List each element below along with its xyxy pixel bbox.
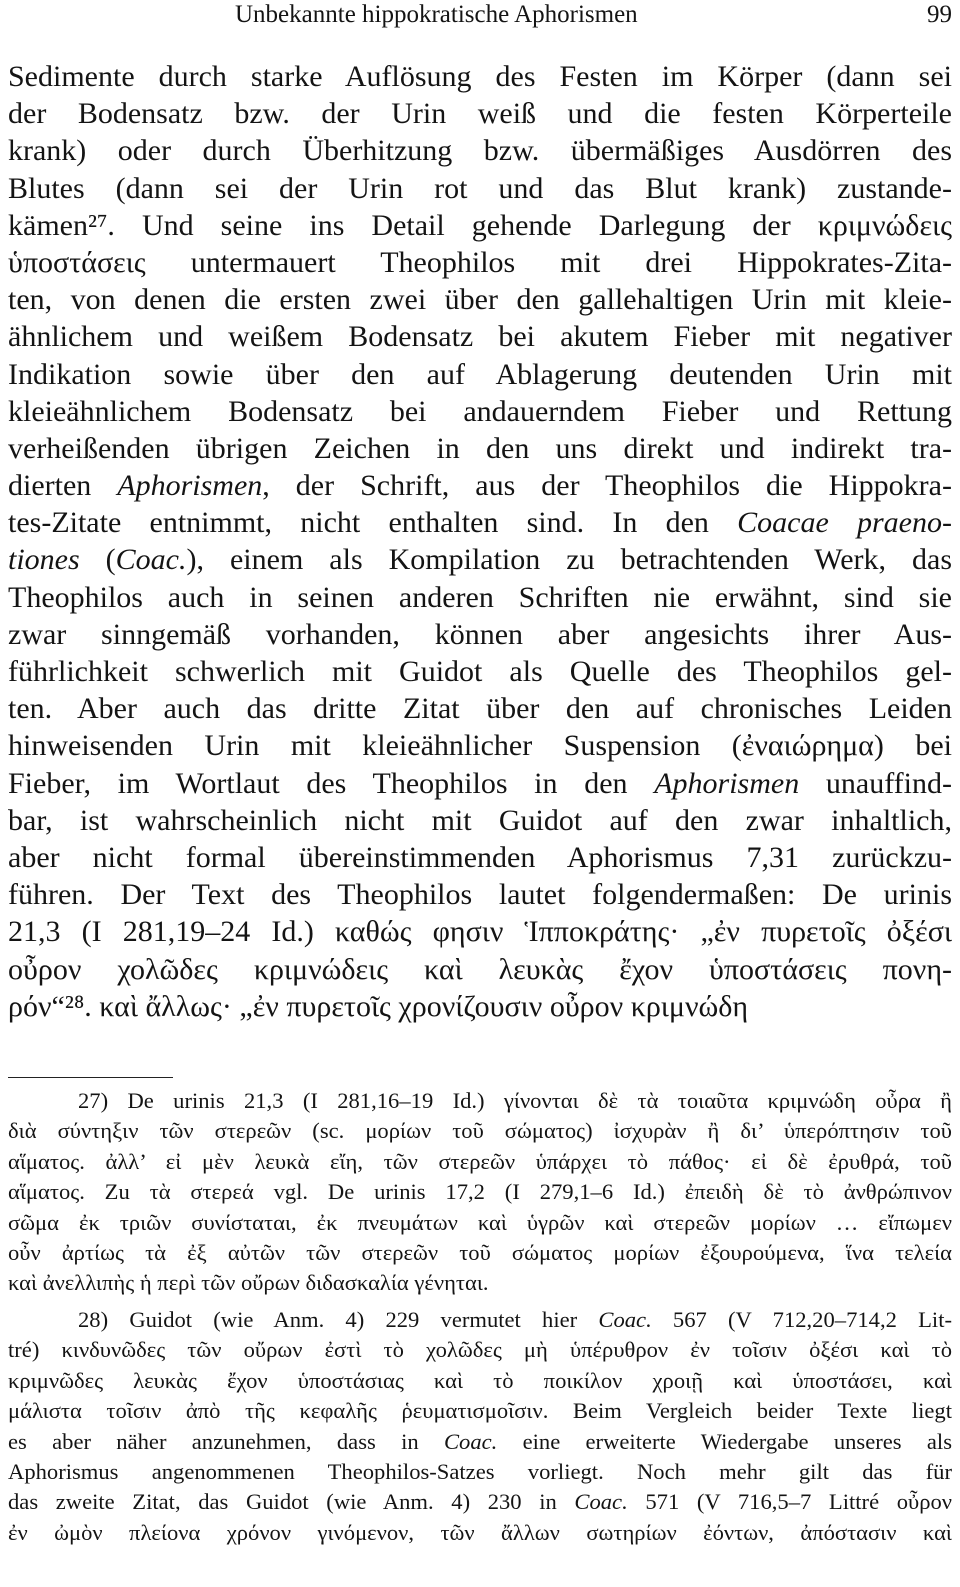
text-line: der Bodensatz bzw. der Urin weiß und die festen Körperteile bbox=[8, 97, 952, 131]
text-line: krank) oder durch Überhitzung bzw. übermäßiges Ausdörren des bbox=[8, 134, 952, 168]
footnote-line: 27) De urinis 21,3 (I 281,16–19 Id.) γίνονται δὲ τὰ τοιαῦτα κριμνώδη οὖρα ἢ bbox=[78, 1088, 952, 1113]
text-line: dierten Aphorismen, der Schrift, aus der Theophilos die Hippokra- bbox=[8, 469, 952, 503]
text-line: Theophilos auch in seinen anderen Schriften nie erwähnt, sind sie bbox=[8, 580, 952, 614]
text-line: Sedimente durch starke Auflösung des Festen im Körper (dann sei bbox=[8, 60, 952, 93]
text-line: Indikation sowie über den auf Ablagerung deutenden Urin mit bbox=[8, 357, 952, 391]
text-line: tes-Zitate entnimmt, nicht enthalten sind. In den Coacae praeno- bbox=[8, 506, 952, 540]
text-line: bar, ist wahrscheinlich nicht mit Guidot auf den zwar inhaltlich, bbox=[8, 803, 952, 837]
text-line: οὖρον χολῶδες κριμνώδεις καὶ λευκὰς ἔχον ὑποστάσεις πονη- bbox=[8, 952, 952, 986]
footnote-line: οὖν ἀρτίως τὰ ἐξ αὐτῶν τῶν στερεῶν τοῦ σώματος μορίων ἐξουρούμενα, ἵνα τελεία bbox=[8, 1239, 952, 1265]
text-line: ρόν“²⁸. καὶ ἄλλως· „ἐν πυρετοῖς χρονίζουσιν οὖρον κριμνώδη bbox=[8, 989, 749, 1023]
footnote-line: καὶ ἀνελλιπὴς ἡ περὶ τῶν οὔρων διδασκαλία γένηται. bbox=[8, 1270, 489, 1296]
footnote-line: αἵματος. Zu τὰ στερεά vgl. De urinis 17,2 (I 279,1–6 Id.) ἐπειδὴ δὲ τὸ ἀνθρώπινον bbox=[8, 1179, 952, 1205]
running-title: Unbekannte hippokratische Aphorismen bbox=[235, 1, 638, 28]
text-line: kleieähnlichem Bodensatz bei andauerndem Fieber und Rettung bbox=[8, 394, 952, 428]
footnote-line: ἐν ὠμὸν πλείονα χρόνον γινόμενον, τῶν ἄλλων σωτηρίων ἐόντων, ἀπόστασιν καὶ bbox=[8, 1519, 952, 1545]
text-line: führen. Der Text des Theophilos lautet folgendermaßen: De urinis bbox=[8, 878, 952, 912]
text-line: zwar sinngemäß vorhanden, können aber angesichts ihrer Aus- bbox=[8, 617, 952, 651]
page-number: 99 bbox=[927, 1, 952, 28]
main-text bbox=[8, 58, 952, 1025]
text-line: 21,3 (I 281,19–24 Id.) καθώς φησιν Ἱπποκράτης· „ἐν πυρετοῖς ὀξέσι bbox=[8, 915, 952, 949]
text-line: Blutes (dann sei der Urin rot und das Blut krank) zustande- bbox=[8, 171, 952, 205]
footnote-line: es aber näher anzunehmen, dass in Coac. eine erweiterte Wiedergabe unseres als bbox=[8, 1428, 952, 1454]
footnote-27 bbox=[8, 1086, 952, 1299]
footnote-line: μάλιστα τοῖσιν ἀπὸ τῆς κεφαλῆς ῥευματισμοῖσιν. Beim Vergleich beider Texte liegt bbox=[8, 1398, 952, 1424]
text-line: ὑποστάσεις untermauert Theophilos mit drei Hippokrates-Zita- bbox=[8, 245, 952, 279]
footnote-28 bbox=[8, 1305, 952, 1548]
footnote-line: κριμνῶδες λευκὰς ἔχον ὑποστάσιας καὶ τὸ ποικίλον χροιῇ καὶ ὑποστάσει, καὶ bbox=[8, 1367, 952, 1393]
text-line: verheißenden übrigen Zeichen in den uns direkt und indirekt tra- bbox=[8, 431, 952, 465]
text-line: ähnlichem und weißem Bodensatz bei akutem Fieber mit negativer bbox=[8, 320, 952, 354]
text-line: Fieber, im Wortlaut des Theophilos in den Aphorismen unauffind- bbox=[8, 766, 952, 800]
footnote-divider bbox=[8, 1077, 173, 1078]
text-line: ten. Aber auch das dritte Zitat über den auf chronisches Leiden bbox=[8, 692, 952, 726]
footnote-line: σῶμα ἐκ τριῶν συνίσταται, ἐκ πνευμάτων καὶ ὑγρῶν καὶ στερεῶν μορίων … εἴπωμεν bbox=[8, 1209, 952, 1235]
text-line: hinweisenden Urin mit kleieähnlicher Suspension (ἐναιώρημα) bei bbox=[8, 729, 952, 763]
footnote-line: αἵματος. ἀλλ’ εἰ μὲν λευκὰ εἴη, τῶν στερεῶν ὑπάρχει τὸ πάθος· εἰ δὲ ἐρυθρά, τοῦ bbox=[8, 1148, 952, 1174]
text-line: aber nicht formal übereinstimmenden Aphorismus 7,31 zurückzu- bbox=[8, 840, 952, 874]
text-line: kämen²⁷. Und seine ins Detail gehende Darlegung der κριμνώδεις bbox=[8, 208, 952, 242]
footnote-line: 28) Guidot (wie Anm. 4) 229 vermutet hier Coac. 567 (V 712,20–714,2 Lit- bbox=[78, 1307, 952, 1332]
footnote-line: das zweite Zitat, das Guidot (wie Anm. 4) 230 in Coac. 571 (V 716,5–7 Littré οὖρον bbox=[8, 1489, 952, 1515]
footnote-line: tré) κινδυνῶδες τῶν οὔρων ἐστὶ τὸ χολῶδες μὴ ὑπέρυθρον ἐν τοῖσιν ὀξέσι καὶ τὸ bbox=[8, 1337, 952, 1363]
text-line: führlichkeit schwerlich mit Guidot als Quelle des Theophilos gel- bbox=[8, 655, 952, 688]
footnote-line: Aphorismus angenommenen Theophilos-Satzes vorliegt. Noch mehr gilt das für bbox=[8, 1458, 952, 1484]
footnote-line: διὰ σύντηξιν τῶν στερεῶν (sc. μορίων τοῦ σώματος) ἰσχυρὰν ἢ δι’ ὑπερόπτησιν τοῦ bbox=[8, 1118, 952, 1144]
text-line: tiones (Coac.), einem als Kompilation zu betrachtenden Werk, das bbox=[8, 543, 952, 577]
text-line: ten, von denen die ersten zwei über den gallehaltigen Urin mit kleie- bbox=[8, 283, 952, 317]
